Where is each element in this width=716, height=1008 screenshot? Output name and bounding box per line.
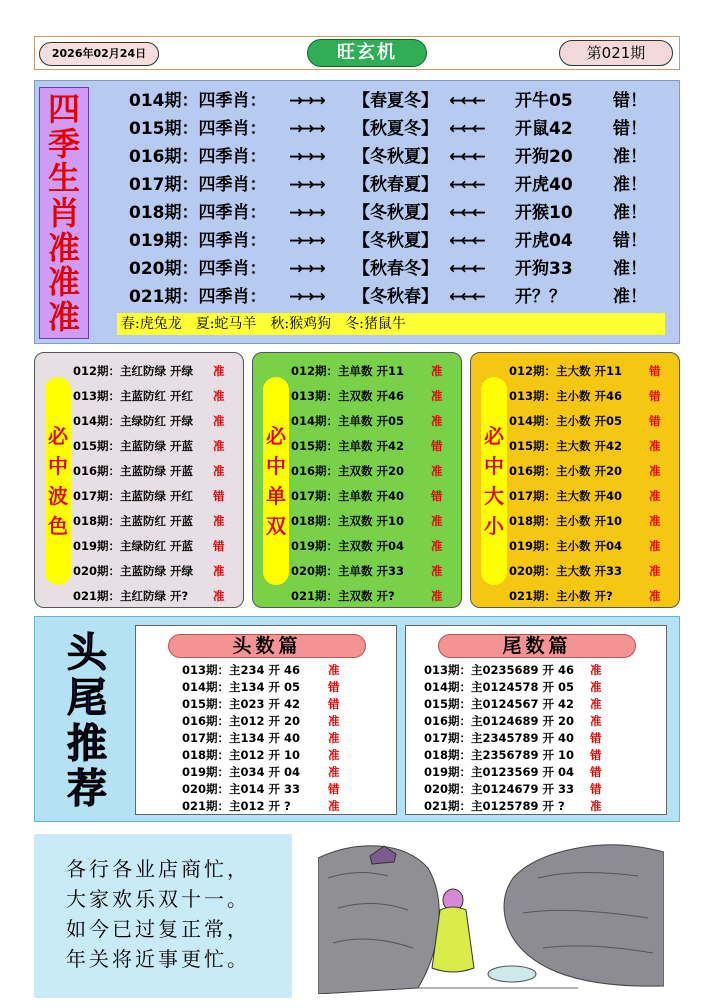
- list-item: [509, 384, 677, 409]
- arrow-right-icon: →→→: [289, 175, 323, 195]
- four-seasons-rows: [129, 87, 669, 311]
- row-seasons: 【冬秋夏】: [353, 147, 438, 167]
- list-item: [129, 115, 669, 143]
- row-status: 准！: [613, 287, 647, 307]
- list-item: [291, 559, 459, 584]
- arrow-left-icon: ←←←: [449, 203, 483, 223]
- row-status: 准！: [613, 175, 647, 195]
- arrow-left-icon: ←←←: [449, 175, 483, 195]
- row-status: 准！: [613, 203, 647, 223]
- row-text: 014期：主134 开 05: [182, 680, 301, 694]
- header-bar: [34, 36, 680, 70]
- list-item: [182, 662, 392, 679]
- list-item: [73, 409, 241, 434]
- row-status: 错: [590, 748, 602, 762]
- odd-even-card: [252, 352, 462, 608]
- row-text: 020期：主014 开 33: [182, 782, 301, 796]
- row-text: 012期：主大数 开11: [509, 364, 623, 378]
- list-item: [424, 764, 634, 781]
- side-char: 生: [47, 159, 80, 198]
- row-seasons: 【秋夏冬】: [353, 119, 438, 139]
- row-status: 准: [213, 514, 225, 528]
- side-char: 肖: [47, 193, 80, 232]
- issue-label: 第021期: [559, 40, 673, 66]
- side-char: 必: [266, 424, 286, 448]
- row-text: 015期：主单数 开42: [291, 439, 405, 453]
- card-side-title: [481, 377, 507, 585]
- list-item: [509, 359, 677, 384]
- row-status: 准: [590, 799, 602, 813]
- pond-icon: [488, 966, 536, 982]
- poem-box: [34, 834, 292, 998]
- row-text: 018期：主2356789 开 10: [424, 748, 575, 762]
- row-status: 准: [431, 364, 443, 378]
- row-status: 错！: [613, 91, 647, 111]
- list-item: [182, 747, 392, 764]
- row-status: 准: [213, 439, 225, 453]
- row-label: 018期：四季肖：: [129, 203, 267, 223]
- row-status: 准: [590, 697, 602, 711]
- arrow-left-icon: ←←←: [449, 147, 483, 167]
- row-label: 021期：四季肖：: [129, 287, 267, 307]
- row-status: 准: [649, 464, 661, 478]
- arrow-left-icon: ←←←: [449, 259, 483, 279]
- arrow-left-icon: ←←←: [449, 91, 483, 111]
- arrow-right-icon: →→→: [289, 231, 323, 251]
- row-text: 017期：主134 开 40: [182, 731, 301, 745]
- row-status: 准: [431, 564, 443, 578]
- row-text: 018期：主蓝防红 开蓝: [73, 514, 194, 528]
- row-status: 错: [213, 489, 225, 503]
- row-status: 准！: [613, 147, 647, 167]
- tail-number-panel: [405, 625, 667, 815]
- row-label: 016期：四季肖：: [129, 147, 267, 167]
- card-side-title: [263, 377, 289, 585]
- row-text: 018期：主小数 开10: [509, 514, 623, 528]
- list-item: [291, 434, 459, 459]
- row-result: 开猴10: [515, 203, 573, 223]
- list-item: [73, 459, 241, 484]
- row-text: 021期：主小数 开?: [509, 589, 613, 603]
- side-char: 中: [48, 454, 68, 478]
- card-rows: [73, 359, 241, 609]
- row-status: 准: [213, 564, 225, 578]
- row-status: 错: [328, 782, 340, 796]
- row-status: 准: [649, 539, 661, 553]
- row-text: 020期：主大数 开33: [509, 564, 623, 578]
- panel-title: 尾数篇: [438, 634, 636, 658]
- arrow-right-icon: →→→: [289, 203, 323, 223]
- side-char: 准: [47, 228, 80, 267]
- row-status: 准: [649, 489, 661, 503]
- side-char: 准: [47, 263, 80, 302]
- row-text: 015期：主大数 开42: [509, 439, 623, 453]
- row-label: 015期：四季肖：: [129, 119, 267, 139]
- list-item: [424, 696, 634, 713]
- row-text: 021期：主012 开 ?: [182, 799, 291, 813]
- list-item: [509, 584, 677, 609]
- row-text: 015期：主蓝防绿 开蓝: [73, 439, 194, 453]
- row-text: 019期：主034 开 04: [182, 765, 301, 779]
- head-tail-section: [34, 616, 680, 822]
- list-item: [73, 584, 241, 609]
- row-text: 019期：主0123569 开 04: [424, 765, 575, 779]
- poem-line: 如今已过复正常，: [66, 917, 250, 941]
- row-seasons: 【春夏冬】: [353, 91, 438, 111]
- list-item: [509, 409, 677, 434]
- legend-item: 春:虎兔龙: [121, 316, 182, 332]
- side-char: 尾: [67, 674, 107, 722]
- row-text: 021期：主双数 开?: [291, 589, 395, 603]
- list-item: [424, 798, 634, 815]
- list-item: [291, 459, 459, 484]
- arrow-right-icon: →→→: [289, 147, 323, 167]
- left-cliff-icon: [318, 846, 439, 994]
- row-status: 准: [649, 514, 661, 528]
- row-text: 015期：主023 开 42: [182, 697, 301, 711]
- row-status: 准: [213, 364, 225, 378]
- row-result: 开鼠42: [515, 119, 573, 139]
- row-status: 准: [431, 514, 443, 528]
- list-item: [182, 781, 392, 798]
- row-seasons: 【冬秋夏】: [353, 231, 438, 251]
- list-item: [182, 679, 392, 696]
- list-item: [73, 559, 241, 584]
- row-status: 准: [328, 663, 340, 677]
- row-text: 013期：主蓝防红 开红: [73, 389, 194, 403]
- row-text: 014期：主0124578 开 05: [424, 680, 575, 694]
- row-text: 019期：主绿防红 开蓝: [73, 539, 194, 553]
- row-status: 准: [328, 765, 340, 779]
- row-result: 开虎40: [515, 175, 573, 195]
- list-item: [129, 171, 669, 199]
- row-status: 错: [431, 489, 443, 503]
- row-status: 错: [590, 782, 602, 796]
- row-text: 013期：主0235689 开 46: [424, 663, 575, 677]
- row-status: 准！: [613, 259, 647, 279]
- row-status: 错: [328, 697, 340, 711]
- arrow-right-icon: →→→: [289, 119, 323, 139]
- list-item: [182, 764, 392, 781]
- row-label: 014期：四季肖：: [129, 91, 267, 111]
- list-item: [509, 434, 677, 459]
- list-item: [291, 409, 459, 434]
- list-item: [129, 255, 669, 283]
- row-status: 错！: [613, 119, 647, 139]
- row-status: 准: [328, 748, 340, 762]
- row-status: 准: [213, 464, 225, 478]
- row-status: 错: [649, 389, 661, 403]
- panel-title: 头数篇: [168, 634, 366, 658]
- row-status: 错: [649, 414, 661, 428]
- list-item: [509, 559, 677, 584]
- list-item: [129, 227, 669, 255]
- row-text: 014期：主单数 开05: [291, 414, 405, 428]
- row-text: 017期：主大数 开40: [509, 489, 623, 503]
- arrow-right-icon: →→→: [289, 91, 323, 111]
- list-item: [424, 747, 634, 764]
- row-status: 准: [431, 389, 443, 403]
- date-label: 2026年02月24日: [39, 42, 159, 66]
- row-status: 准: [431, 539, 443, 553]
- row-status: 准: [213, 389, 225, 403]
- list-item: [73, 359, 241, 384]
- row-text: 020期：主蓝防绿 开绿: [73, 564, 194, 578]
- poem-line: 大家欢乐双十一。: [66, 887, 250, 911]
- list-item: [182, 713, 392, 730]
- side-char: 必: [48, 424, 68, 448]
- row-text: 017期：主单数 开40: [291, 489, 405, 503]
- card-rows: [291, 359, 459, 609]
- legend-item: 秋:猴鸡狗: [270, 316, 332, 332]
- row-text: 016期：主蓝防绿 开蓝: [73, 464, 194, 478]
- row-text: 017期：主2345789 开 40: [424, 731, 575, 745]
- card-side-title: [45, 377, 71, 585]
- four-seasons-section: [34, 80, 680, 344]
- row-text: 013期：主双数 开46: [291, 389, 405, 403]
- side-char: 推: [67, 719, 107, 767]
- side-char: 色: [48, 514, 68, 538]
- row-text: 021期：主红防绿 开?: [73, 589, 189, 603]
- panel-rows: [182, 662, 392, 815]
- row-text: 017期：主蓝防绿 开红: [73, 489, 194, 503]
- side-char: 双: [266, 514, 286, 538]
- row-result: 开？？: [515, 287, 566, 307]
- card-rows: [509, 359, 677, 609]
- row-status: 错: [590, 731, 602, 745]
- row-result: 开狗33: [515, 259, 573, 279]
- row-status: 准: [431, 414, 443, 428]
- list-item: [424, 662, 634, 679]
- row-text: 013期：主234 开 46: [182, 663, 301, 677]
- list-item: [182, 730, 392, 747]
- side-char: 头: [67, 629, 107, 676]
- list-item: [291, 584, 459, 609]
- list-item: [509, 534, 677, 559]
- list-item: [73, 434, 241, 459]
- page-title: 旺玄机: [307, 39, 427, 67]
- row-status: 准: [590, 680, 602, 694]
- list-item: [129, 143, 669, 171]
- legend-item: 夏:蛇马羊: [195, 316, 257, 332]
- row-status: 错: [649, 364, 661, 378]
- row-text: 016期：主0124689 开 20: [424, 714, 575, 728]
- four-seasons-side-title: [39, 87, 89, 339]
- row-text: 020期：主单数 开33: [291, 564, 405, 578]
- head-tail-side-title: [45, 631, 129, 811]
- list-item: [129, 199, 669, 227]
- arrow-right-icon: →→→: [289, 259, 323, 279]
- row-text: 021期：主0125789 开 ?: [424, 799, 565, 813]
- row-result: 开虎04: [515, 231, 573, 251]
- row-text: 020期：主0124679 开 33: [424, 782, 575, 796]
- arrow-left-icon: ←←←: [449, 287, 483, 307]
- row-label: 019期：四季肖：: [129, 231, 267, 251]
- row-status: 准: [649, 589, 661, 603]
- row-label: 020期：四季肖：: [129, 259, 267, 279]
- row-status: 准: [328, 714, 340, 728]
- side-char: 中: [484, 454, 504, 478]
- wave-color-card: [34, 352, 244, 608]
- list-item: [424, 781, 634, 798]
- arrow-left-icon: ←←←: [449, 119, 483, 139]
- side-char: 荐: [67, 764, 107, 812]
- row-text: 012期：主红防绿 开绿: [73, 364, 194, 378]
- row-text: 013期：主小数 开46: [509, 389, 623, 403]
- side-char: 准: [47, 297, 80, 336]
- row-status: 准: [431, 589, 443, 603]
- row-text: 016期：主012 开 20: [182, 714, 301, 728]
- row-status: 准: [213, 589, 225, 603]
- row-status: 准: [328, 731, 340, 745]
- side-char: 小: [484, 514, 504, 538]
- row-text: 015期：主0124567 开 42: [424, 697, 575, 711]
- side-char: 中: [266, 454, 286, 478]
- list-item: [509, 459, 677, 484]
- legend-item: 冬:猪鼠牛: [345, 316, 406, 332]
- list-item: [73, 384, 241, 409]
- side-char: 波: [48, 484, 68, 508]
- list-item: [509, 509, 677, 534]
- row-status: 准: [590, 714, 602, 728]
- row-status: 准: [649, 564, 661, 578]
- cliff-scene-illustration: [318, 838, 664, 994]
- row-status: 错: [431, 439, 443, 453]
- panel-rows: [424, 662, 634, 815]
- row-text: 014期：主绿防红 开绿: [73, 414, 194, 428]
- head-number-panel: [135, 625, 397, 815]
- row-seasons: 【冬秋春】: [353, 287, 438, 307]
- row-result: 开狗20: [515, 147, 573, 167]
- side-char: 单: [266, 484, 286, 508]
- list-item: [509, 484, 677, 509]
- list-item: [424, 730, 634, 747]
- row-label: 017期：四季肖：: [129, 175, 267, 195]
- row-text: 012期：主单数 开11: [291, 364, 405, 378]
- row-text: 014期：主小数 开05: [509, 414, 623, 428]
- list-item: [291, 484, 459, 509]
- row-seasons: 【冬秋夏】: [353, 203, 438, 223]
- list-item: [424, 679, 634, 696]
- big-small-card: [470, 352, 680, 608]
- list-item: [291, 534, 459, 559]
- list-item: [73, 484, 241, 509]
- row-text: 019期：主小数 开04: [509, 539, 623, 553]
- row-status: 错: [328, 680, 340, 694]
- row-text: 018期：主012 开 10: [182, 748, 301, 762]
- row-status: 准: [590, 663, 602, 677]
- side-char: 四: [47, 90, 80, 129]
- list-item: [73, 534, 241, 559]
- side-char: 必: [484, 424, 504, 448]
- row-status: 错！: [613, 231, 647, 251]
- list-item: [291, 359, 459, 384]
- list-item: [129, 87, 669, 115]
- arrow-right-icon: →→→: [289, 287, 323, 307]
- row-text: 018期：主双数 开10: [291, 514, 405, 528]
- poem-line: 年关将近事更忙。: [66, 947, 250, 971]
- row-status: 错: [590, 765, 602, 779]
- row-status: 准: [328, 799, 340, 813]
- row-seasons: 【秋春冬】: [353, 259, 438, 279]
- list-item: [182, 798, 392, 815]
- row-text: 019期：主双数 开04: [291, 539, 405, 553]
- row-text: 016期：主双数 开20: [291, 464, 405, 478]
- poem-line: 各行各业店商忙，: [66, 857, 250, 881]
- row-status: 错: [213, 539, 225, 553]
- side-char: 大: [484, 484, 504, 508]
- row-text: 016期：主小数 开20: [509, 464, 623, 478]
- row-status: 准: [649, 439, 661, 453]
- list-item: [182, 696, 392, 713]
- list-item: [291, 509, 459, 534]
- arrow-left-icon: ←←←: [449, 231, 483, 251]
- row-seasons: 【秋春夏】: [353, 175, 438, 195]
- row-status: 准: [213, 414, 225, 428]
- list-item: [424, 713, 634, 730]
- list-item: [73, 509, 241, 534]
- row-status: 准: [431, 464, 443, 478]
- list-item: [291, 384, 459, 409]
- list-item: [129, 283, 669, 311]
- row-result: 开牛05: [515, 91, 573, 111]
- seasons-legend: [117, 313, 665, 335]
- side-char: 季: [47, 124, 80, 163]
